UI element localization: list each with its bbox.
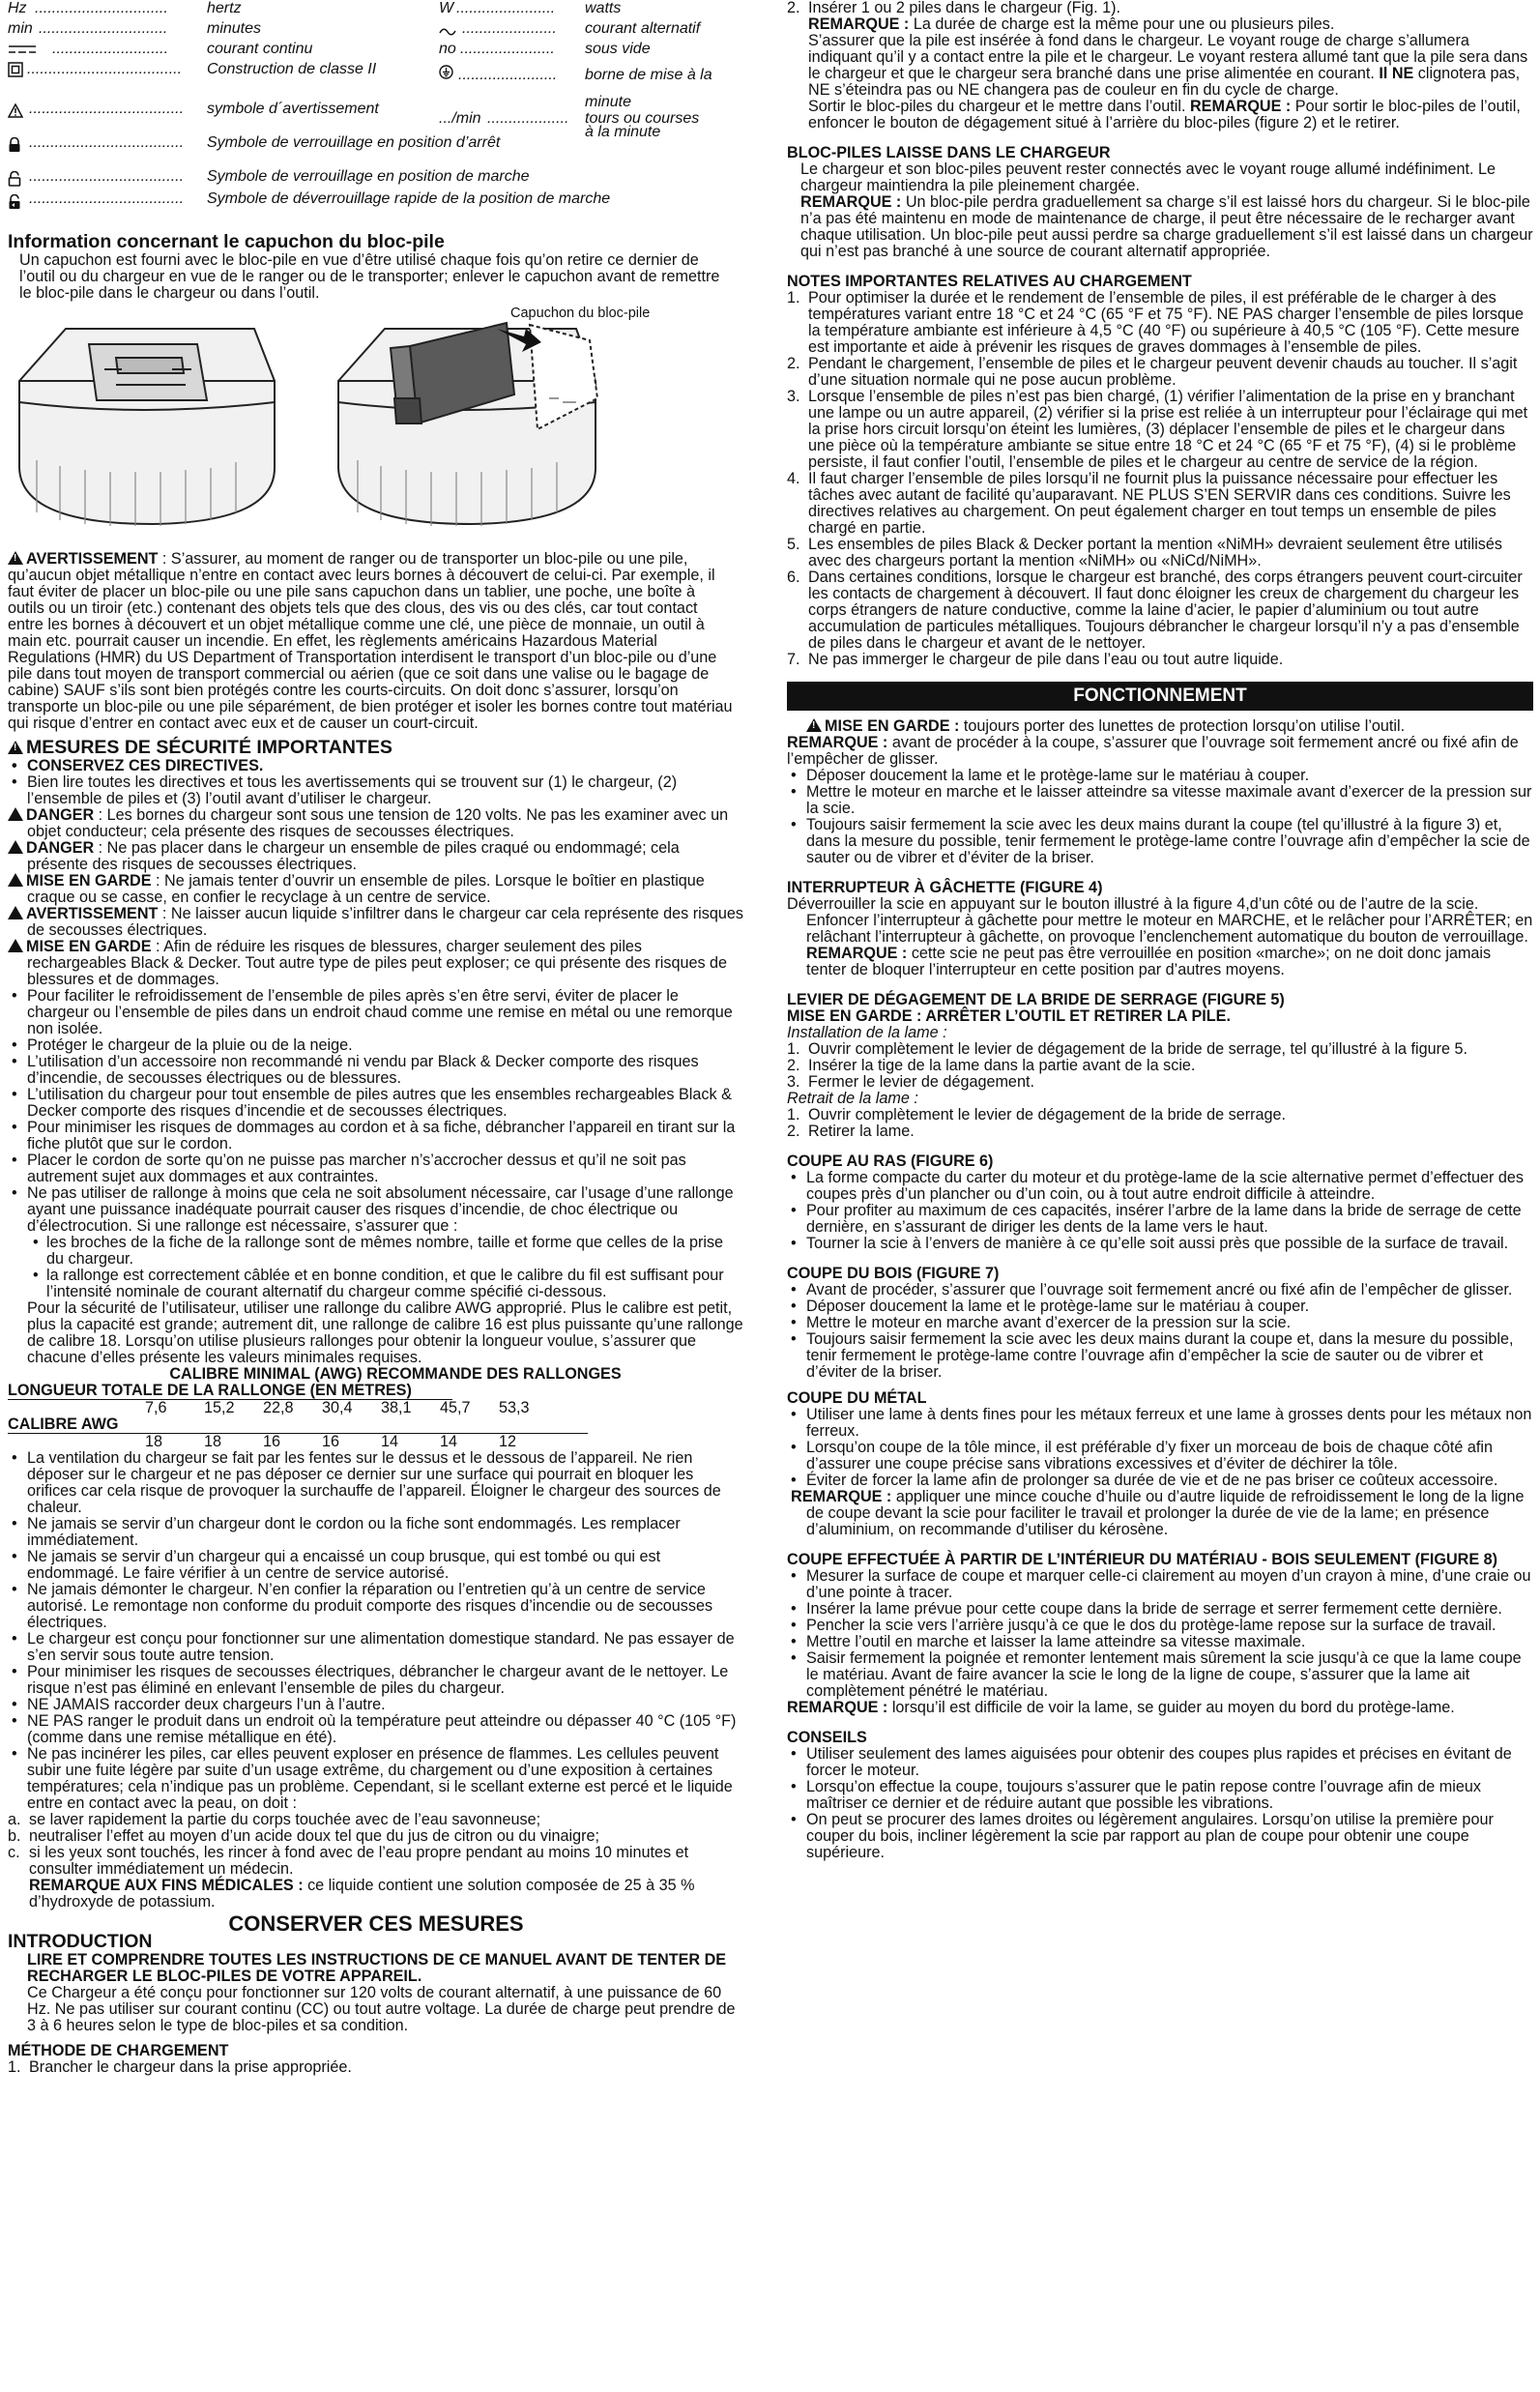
list-item xyxy=(8,1828,744,1845)
list-item-text: les broches de la fiche de la rallonge sont de mêmes nombre, taille et forme que celles de la prise du chargeur. xyxy=(46,1234,724,1268)
warning-text: : Ne laisser aucun liquide s’infiltrer dans le chargeur car cela représente des risques de secousses électriques. xyxy=(27,905,743,939)
cap-title: Information concernant le capuchon du bloc-pile xyxy=(8,231,445,252)
paragraph-text: Déverrouiller la scie en appuyant sur le bouton illustré à la figure 4,d’un côté ou de l’autre de la scie. Enfoncer l’interrupteur à gâchette pour mettre le moteur en MARCHE, et le relâcher pour l’ARRÊTER; en relâchant l’interrupteur à gâchette, on provoque l’enclenchement automatique du bouton de verrouillage. xyxy=(787,895,1533,946)
note-label: REMARQUE : xyxy=(787,734,888,751)
note-item: 1. Pour optimiser la durée et le rendement de l’ensemble de piles, il est préférable de le charger à des températures variant entre 18 °C et 24 °C (65 °F et 75 °F). NE PAS charger l’ensemble de piles lorsque la température ambiante est inférieure à 4,5 °C (40 °F) ou supérieure à 40,5 °C (105 °F). Cette mesure est importante et aide à prévenir les risques de graves dommages à l’ensemble de piles. xyxy=(787,289,1524,356)
table-title: CALIBRE MINIMAL (AWG) RECOMMANDE DES RALLONGES xyxy=(169,1365,622,1383)
list-item: • On peut se procurer des lames droites ou légèrement angulaires. Lorsqu’on utilise la première pour couper du bois, incliner légèrement la scie par rapport au plan de coupe pour obtenir une coupe supérieure. xyxy=(791,1811,1494,1861)
medical-text: ce liquide contient une solution composée de 25 à 35 % d’hydroxyde de potassium. xyxy=(29,1877,695,1911)
caution-label: MISE EN GARDE : xyxy=(825,717,960,735)
class2-icon xyxy=(8,62,23,81)
list-item: • Protéger le chargeur de la pluie ou de la neige. xyxy=(12,1036,353,1054)
list-item: • L’utilisation d’un accessoire non recommandé ni vendu par Black & Decker comporte des risques d’incendie, de secousses électriques ou de blessures. xyxy=(12,1053,699,1087)
list-item: • Utiliser seulement des lames aiguisées pour obtenir des coupes plus rapides et précises en évitant de forcer le moteur. xyxy=(791,1745,1512,1779)
table-cell: 30,4 xyxy=(322,1399,353,1416)
note-label: REMARQUE : xyxy=(808,15,910,33)
list-item: • Mettre l’outil en marche et laisser la lame atteindre sa vitesse maximale. xyxy=(791,1633,1306,1650)
metal-note xyxy=(787,1489,1533,1538)
legend-dots: .................................... xyxy=(29,168,185,185)
symbol-legend xyxy=(8,0,744,228)
list-item-text: L’utilisation du chargeur pour tout ensemble de piles autres que les ensembles rechargeables Black & Decker comporte des risques d’incendie et de secousses électriques. xyxy=(27,1086,732,1120)
list-item: • Déposer doucement la lame et le protège-lame sur le matériau à couper. xyxy=(791,1298,1310,1315)
list-item-text: Mettre le moteur en marche et le laisser atteindre sa vitesse maximale avant d’exercer de la pression sur la scie. xyxy=(806,783,1532,817)
warning-label: AVERTISSEMENT xyxy=(26,550,159,568)
wood-title: COUPE DU BOIS (FIGURE 7) xyxy=(787,1265,1000,1282)
legend-dots: .................................... xyxy=(27,61,183,77)
step-text: Insérer la tige de la lame dans la partie avant de la scie. xyxy=(808,1057,1196,1074)
note-item: 6. Dans certaines conditions, lorsque le chargeur est branché, des corps étrangers peuvent court-circuiter les contacts de chargement à découvert. Il faut donc éloigner les creux de chargement du chargeur les corps étrangers de nature conductive, comme la laine d’acier, le papier d’aluminium ou tout autre accumulation de particules métalliques. Toujours débrancher le chargeur lorsqu’il n’y a pas d’ensemble de piles dans le chargeur et avant de le nettoyer. xyxy=(787,569,1523,652)
danger-text: : Les bornes du chargeur sont sous une tension de 120 volts. Ne pas les examiner avec un objet conducteur; cela présente des risques de secousses électriques. xyxy=(27,806,729,840)
legend-dots: ............................... xyxy=(35,0,168,16)
note-text: Un bloc-pile perdra graduellement sa charge s’il est laissé hors du chargeur. Si le bloc-pile n’a pas été maintenu en mode de maintenance de charge, il peut être nécessaire de le recharger avant chaque utilisation. Un bloc-pile peut aussi perdre sa charge graduellement s’il est laissé dans un chargeur qui n’est pas branché à une source de courant alternatif appropriée. xyxy=(800,193,1533,260)
list-key: c. xyxy=(8,1844,20,1861)
table-cell: 15,2 xyxy=(204,1399,235,1416)
paragraph-text: Pour sortir le bloc-piles de l’outil, enfoncer le bouton de dégagement situé à l’arrière du bloc-piles (figure 2) et le retirer. xyxy=(808,98,1521,131)
note-text: La durée de charge est la même pour une ou plusieurs piles. xyxy=(909,15,1335,33)
list-item-text: Pour profiter au maximum de ces capacités, insérer l’arbre de la lame dans la bride de serrage de cette dernière, en s’assurant de diriger les dents de la lame vers le haut. xyxy=(806,1202,1522,1236)
list-item-text: Utiliser seulement des lames aiguisées pour obtenir des coupes plus rapides et précises en évitant de forcer le moteur. xyxy=(806,1745,1512,1779)
paragraph-text: Sortir le bloc-piles du chargeur et le mettre dans l’outil. xyxy=(808,98,1190,115)
safety-text: Bien lire toutes les directives et tous les avertissements qui se trouvent sur (1) le chargeur, (2) l’ensemble de piles et (3) l’outil avant d’utiliser le chargeur. xyxy=(27,773,678,807)
table-cell: 16 xyxy=(263,1433,281,1450)
caution-1 xyxy=(8,873,744,906)
metal-title: COUPE DU MÉTAL xyxy=(787,1389,927,1407)
paragraph-text: clignotera pas, NE s’éteindra pas ou NE changera pas de couleur en fin du cycle de charge. xyxy=(808,65,1521,99)
earth-terminal-icon xyxy=(439,65,453,83)
danger-1 xyxy=(8,807,744,840)
caution-text: : Ne jamais tenter d’ouvrir un ensemble de piles. Lorsque le boîtier en plastique craque ou se casse, en confier le recyclage à un centre de service. xyxy=(27,872,705,906)
table-row-lengths xyxy=(145,1400,744,1416)
ac-icon xyxy=(439,24,456,41)
operation-caution xyxy=(787,718,1533,735)
caution-label: MISE EN GARDE xyxy=(26,872,152,890)
step2-paragraph xyxy=(787,33,1533,99)
legend-label: courant alternatif xyxy=(585,20,701,37)
legend-dots: .................................... xyxy=(29,101,185,117)
list-item: • Pour minimiser les risques de secousses électriques, débrancher le chargeur avant de le nettoyer. Le risque n’est pas éliminé en enlevant l’ensemble de piles du chargeur. xyxy=(12,1663,729,1697)
note-item-text: Pour optimiser la durée et le rendement de l’ensemble de piles, il est préférable de le charger à des températures variant entre 18 °C et 24 °C (65 °F et 75 °F). NE PAS charger l’ensemble de piles lorsque la température ambiante est inférieure à 4,5 °C (40 °F) ou supérieure à 40,5 °C (105 °F). Cette mesure est importante et aide à prévenir les risques de graves dommages à l’ensemble de piles. xyxy=(808,289,1524,356)
list-item: • Utiliser une lame à dents fines pour les métaux ferreux et une lame à grosses dents pour les métaux non ferreux. xyxy=(791,1406,1532,1440)
list-item: • Ne pas incinérer les piles, car elles peuvent exploser en présence de flammes. Les cellules peuvent subir une fuite légère par suite d’un usage extrême, du chargement ou d’une exposition à certaines températures; cela n’indique pas un problème. Cependant, si le scellant externe est percé et le liquide entre en contact avec la peau, on doit : xyxy=(12,1745,733,1812)
list-item: • Saisir fermement la poignée et remonter lentement mais sûrement la scie jusqu’à ce que la lame coupe le matériau. Avant de faire avancer la scie le long de la ligne de coupe, s’assurer que la lame ait complètement pénétré le matériau. xyxy=(791,1649,1522,1700)
legend-dots: ....................... xyxy=(458,67,558,83)
battery-illustration xyxy=(8,306,744,534)
list-item xyxy=(8,1845,744,1878)
legend-dots: ........................... xyxy=(52,41,169,57)
legend-label: Construction de classe II xyxy=(207,61,377,77)
install-step: 3. Fermer le levier de dégagement. xyxy=(787,1073,1034,1091)
legend-prefix: Hz xyxy=(8,0,27,16)
list-item-text: Mettre l’outil en marche et laisser la lame atteindre sa vitesse maximale. xyxy=(806,1633,1306,1650)
list-item-text: Mettre le moteur en marche avant d’exercer de la pression sur la scie. xyxy=(806,1314,1292,1331)
step-text: Fermer le levier de dégagement. xyxy=(808,1073,1034,1091)
legend-label: à la minute xyxy=(585,124,661,140)
list-item: • Ne pas utiliser de rallonge à moins que cela ne soit absolument nécessaire, car l’usage d’une rallonge ayant une puissance inadéquate pourrait causer des risques d’incendie, de choc électrique ou d’électrocution. Si une rallonge est nécessaire, s’assurer que : xyxy=(12,1184,734,1235)
list-item: • Mesurer la surface de coupe et marquer celle-ci clairement au moyen d’un crayon à mine, d’une craie ou d’une pointe à tracer. xyxy=(791,1567,1531,1601)
warning-icon xyxy=(8,873,23,887)
awg-table xyxy=(8,1366,744,1450)
operation-note xyxy=(787,735,1533,768)
install-step: 2. Insérer la tige de la lame dans la partie avant de la scie. xyxy=(787,1057,1196,1074)
list-item-text: Placer le cordon de sorte qu’on ne puisse pas marcher n’s’accrocher dessus et qu’il ne soit pas autrement sujet aux dommages et aux contraintes. xyxy=(27,1152,686,1185)
list-item-text: Le chargeur est conçu pour fonctionner sur une alimentation domestique standard. Ne pas essayer de s’en servir sous toute autre tension. xyxy=(27,1630,735,1664)
legend-label: hertz xyxy=(207,0,242,16)
danger-2 xyxy=(8,840,744,873)
legend-prefix: min xyxy=(8,20,33,37)
legend-label: courant continu xyxy=(207,41,313,57)
medical-note xyxy=(8,1878,744,1911)
list-item: • Pencher la scie vers l’arrière jusqu’à ce que le dos du protège-lame repose sur la surface de travail. xyxy=(791,1617,1496,1634)
list-item-text: L’utilisation d’un accessoire non recommandé ni vendu par Black & Decker comporte des risques d’incendie, de secousses électriques ou de blessures. xyxy=(27,1053,699,1087)
list-item-text: Ne jamais se servir d’un chargeur qui a encaissé un coup brusque, qui est tombé ou qui est endommagé. Le faire vérifier à un centre de service autorisé. xyxy=(27,1548,661,1582)
sub-list-item: • la rallonge est correctement câblée et en bonne condition, et que le calibre du fil est suffisant pour l’intensité nominale de courant alternatif du chargeur comme spécifié ci-dessous. xyxy=(33,1267,724,1300)
medical-label: REMARQUE AUX FINS MÉDICALES : xyxy=(29,1877,304,1894)
warning-2 xyxy=(8,906,744,939)
safety-title-text: MESURES DE SÉCURITÉ IMPORTANTES xyxy=(26,737,392,758)
legend-label: Symbole de verrouillage en position de marche xyxy=(207,168,530,185)
inside-note xyxy=(787,1700,1533,1716)
step-text: Retirer la lame. xyxy=(808,1123,915,1140)
list-item-text: Tourner la scie à l’envers de manière à ce qu’elle soit aussi près que possible de la surface de travail. xyxy=(806,1235,1509,1252)
note-item: 7. Ne pas immerger le chargeur de pile dans l’eau ou tout autre liquide. xyxy=(787,651,1284,668)
step-number: 2. xyxy=(787,0,800,16)
list-item-text: Protéger le chargeur de la pluie ou de la neige. xyxy=(27,1036,353,1054)
left-in-charger-title: BLOC-PILES LAISSE DANS LE CHARGEUR xyxy=(787,144,1111,161)
list-item-text: Pour minimiser les risques de dommages au cordon et à sa fiche, débrancher l’appareil en tirant sur la fiche plutôt que sur le cordon. xyxy=(27,1119,736,1152)
operation-banner: FONCTIONNEMENT xyxy=(787,682,1533,711)
warning-icon xyxy=(8,840,23,854)
note-text: cette scie ne peut pas être verrouillée en position «marche»; on ne doit donc jamais tenter de bloquer l’interrupteur en cette position par d’autres moyens. xyxy=(806,945,1492,978)
method-step xyxy=(787,0,1533,16)
left-in-charger-note xyxy=(787,194,1533,260)
step-text: Ouvrir complètement le levier de dégagement de la bride de serrage, tel qu’illustré à la figure 5. xyxy=(808,1040,1468,1058)
list-item-text: Avant de procéder, s’assurer que l’ouvrage soit fermement ancré ou fixé afin de l’empêcher de glisser. xyxy=(806,1281,1513,1298)
note-item-text: Dans certaines conditions, lorsque le chargeur est branché, des corps étrangers peuvent court-circuiter les contacts de chargement à découvert. Il faut donc éloigner les creux de chargement du chargeur les corps étrangers de nature conductive, comme la laine d’acier, le papier d’aluminium ou tout autre accumulation de particules métalliques. Toujours débrancher le chargeur lorsqu’il n’y a pas d’ensemble de piles dans le chargeur et avant de le nettoyer. xyxy=(808,569,1523,652)
legend-prefix: .../min xyxy=(439,110,481,127)
note-label: REMARQUE : xyxy=(791,1488,892,1505)
dc-icon xyxy=(8,43,37,59)
list-item-text: la rallonge est correctement câblée et en bonne condition, et que le calibre du fil est suffisant pour l’intensité nominale de courant alternatif du chargeur comme spécifié ci-dessous. xyxy=(46,1267,724,1300)
list-item-text: La ventilation du chargeur se fait par les fentes sur le dessus et le dessous de l’appareil. Ne rien déposer sur le chargeur et ne pas déposer ce dernier sur une surface qui pourrait en bloquer les orifices car cela risque de provoquer la surchauffe de l’appareil. Éloigner le chargeur des sources de chaleur. xyxy=(27,1449,721,1516)
list-key: b. xyxy=(8,1827,21,1845)
list-item-text: Lorsqu’on coupe de la tôle mince, il est préférable d’y fixer un morceau de bois de chaque côté afin d’assurer une coupe précise sans vibrations excessives et d’éviter de déchirer la tôle. xyxy=(806,1439,1493,1473)
list-key: a. xyxy=(8,1811,21,1828)
warning-icon xyxy=(8,906,23,919)
list-item-text: Pencher la scie vers l’arrière jusqu’à ce que le dos du protège-lame repose sur la surface de travail. xyxy=(806,1617,1496,1634)
legend-dots: .............................. xyxy=(39,20,168,37)
step-text: Ouvrir complètement le levier de dégagement de la bride de serrage. xyxy=(808,1106,1286,1123)
list-item-text: Ne jamais se servir d’un chargeur dont le cordon ou la fiche sont endommagés. Les remplacer immédiatement. xyxy=(27,1515,681,1549)
warning-paragraph xyxy=(8,551,744,732)
table-row-awg xyxy=(145,1434,744,1450)
list-item: • Toujours saisir fermement la scie avec les deux mains durant la coupe et, dans la mesure du possible, tenir fermement le protège-lame contre l’ouvrage afin d’empêcher la scie de sauter ou de vibrer et d’éviter de la briser. xyxy=(791,1330,1514,1381)
list-item-text: Déposer doucement la lame et le protège-lame sur le matériau à couper. xyxy=(806,1298,1310,1315)
table-cell: 38,1 xyxy=(381,1399,412,1416)
list-item: • NE JAMAIS raccorder deux chargeurs l’un à l’autre. xyxy=(12,1696,386,1713)
list-item xyxy=(8,1812,744,1828)
quick-unlock-icon xyxy=(8,194,21,214)
remove-label: Retrait de la lame : xyxy=(787,1090,918,1107)
list-item: • Toujours saisir fermement la scie avec les deux mains durant la coupe (tel qu’illustré à la figure 3) et, dans la mesure du possible, tenir fermement le protège-lame contre l’ouvrage afin d’empêcher la scie de sauter ou de vibrer et d’éviter de la briser. xyxy=(791,816,1530,866)
list-item-text: Utiliser une lame à dents fines pour les métaux ferreux et une lame à grosses dents pour les métaux non ferreux. xyxy=(806,1406,1532,1440)
install-step: 1. Ouvrir complètement le levier de dégagement de la bride de serrage, tel qu’illustré à la figure 5. xyxy=(787,1040,1468,1058)
figure-label: Capuchon du bloc-pile xyxy=(510,306,651,321)
list-item-text: Ne pas utiliser de rallonge à moins que cela ne soit absolument nécessaire, car l’usage d’une rallonge ayant une puissance inadéquate pourrait causer des risques d’incendie, de choc électrique ou d’électrocution. Si une rallonge est nécessaire, s’assurer que : xyxy=(27,1184,734,1235)
list-item: • Avant de procéder, s’assurer que l’ouvrage soit fermement ancré ou fixé afin de l’empêcher de glisser. xyxy=(791,1281,1513,1298)
list-item-text: NE JAMAIS raccorder deux chargeurs l’un à l’autre. xyxy=(27,1696,386,1713)
list-item-text: On peut se procurer des lames droites ou légèrement angulaires. Lorsqu’on utilise la première pour couper du bois, incliner légèrement la scie par rapport au plan de coupe pour obtenir une coupe supérieure. xyxy=(806,1811,1494,1861)
note-item: 3. Lorsque l’ensemble de piles n’est pas bien chargé, (1) vérifier l’alimentation de la prise en y branchant une lampe ou un autre appareil, (2) vérifier si la prise est reliée à un interrupteur pour l’éclairage qui met la prise hors circuit lorsqu’on éteint les lumières, (3) déplacer l’ensemble de piles et le chargeur dans une pièce où la température ambiante se situe entre 18 °C et 24 °C (65 °F et 75 °F), (4) si le problème persiste, il faut confier l’outil, l’ensemble de piles et le chargeur au centre de service de la région. xyxy=(787,388,1528,471)
list-item-text: Toujours saisir fermement la scie avec les deux mains durant la coupe (tel qu’illustré à la figure 3) et, dans la mesure du possible, tenir fermement le protège-lame contre l’ouvrage afin d’empêcher la scie de sauter ou de vibrer et d’éviter de la briser. xyxy=(806,816,1530,866)
paragraph-text: S’assurer que la pile est insérée à fond dans le chargeur. Le voyant rouge de charge s’allumera indiquant qu’il y a contact entre la pile et le chargeur. Le voyant restera allumé tant que la pile sera dans le chargeur et que le chargeur sera branché dans une prise alimentée en courant. xyxy=(808,32,1528,82)
lever-warning: MISE EN GARDE : ARRÊTER L’OUTIL ET RETIRER LA PILE. xyxy=(787,1007,1231,1025)
list-item: • Pour profiter au maximum de ces capacités, insérer l’arbre de la lame dans la bride de serrage de cette dernière, en s’assurant de diriger les dents de la lame vers le haut. xyxy=(791,1202,1522,1236)
legend-dots: ....................... xyxy=(456,0,556,16)
bullets-2 xyxy=(8,1450,744,1911)
danger-label: DANGER xyxy=(26,839,95,857)
list-item: • Éviter de forcer la lame afin de prolonger sa durée de vie et de ne pas briser ce coûteux accessoire. xyxy=(791,1472,1498,1489)
lock-closed-icon xyxy=(8,137,21,157)
paragraph-bold: Il NE xyxy=(1379,65,1414,82)
list-item: • La ventilation du chargeur se fait par les fentes sur le dessus et le dessous de l’appareil. Ne rien déposer sur le chargeur et ne pas déposer ce dernier sur une surface qui pourrait en bloquer les orifices car cela risque de provoquer la surchauffe de l’appareil. Éloigner le chargeur des sources de chaleur. xyxy=(12,1449,721,1516)
note-text: lorsqu’il est difficile de voir la lame, se guider au moyen du bord du protège-lame. xyxy=(887,1699,1455,1716)
list-item-text: neutraliser l’effet au moyen d’un acide doux tel que du jus de citron ou du vinaigre; xyxy=(29,1827,600,1845)
legend-label: borne de mise à la xyxy=(585,67,712,83)
note-item-text: Lorsque l’ensemble de piles n’est pas bien chargé, (1) vérifier l’alimentation de la prise en y branchant une lampe ou un autre appareil, (2) vérifier si la prise est reliée à un interrupteur pour l’éclairage qui met la prise hors circuit lorsqu’on éteint les lumières, (3) déplacer l’ensemble de piles et le chargeur dans une pièce où la température ambiante se situe entre 18 °C et 24 °C (65 °F et 75 °F), (4) si le problème persiste, il faut confier l’outil, l’ensemble de piles et le chargeur au centre de service de la région. xyxy=(808,388,1528,471)
list-item-text: Ne pas incinérer les piles, car elles peuvent exploser en présence de flammes. Les cellules peuvent subir une fuite légère par suite d’un usage extrême, du chargement ou d’une exposition à certaines températures; cela n’indique pas un problème. Cependant, si le scellant externe est percé et le liquide entre en contact avec la peau, on doit : xyxy=(27,1745,733,1812)
warning-label: AVERTISSEMENT xyxy=(26,905,159,922)
step2-note xyxy=(787,16,1533,33)
list-item: • Pour faciliter le refroidissement de l’ensemble de piles après s’en être servi, éviter de placer le chargeur ou l’ensemble de piles dans un endroit chaud comme une remise en métal ou une remorque non isolée. xyxy=(12,987,733,1037)
step-text: Insérer 1 ou 2 piles dans le chargeur (Fig. 1). xyxy=(808,0,1121,16)
legend-prefix: W xyxy=(439,0,454,16)
list-item-text: NE PAS ranger le produit dans un endroit où la température peut atteindre ou dépasser 40 °C (105 °F) (comme dans une remise métallique en été). xyxy=(27,1712,737,1746)
list-item: • Pour minimiser les risques de dommages au cordon et à sa fiche, débrancher l’appareil en tirant sur la fiche plutôt que sur le cordon. xyxy=(12,1119,736,1152)
warning-icon xyxy=(8,551,23,565)
legend-label: sous vide xyxy=(585,41,651,57)
warning-icon xyxy=(8,807,23,821)
note-item: 5. Les ensembles de piles Black & Decker portant la mention «NiMH» devraient seulement être utilisés avec des chargeurs portant la mention «NiMH» ou «NiCd/NiMH». xyxy=(787,536,1502,569)
list-item: • Ne jamais démonter le chargeur. N’en confier la réparation ou l’entretien qu’à un centre de service autorisé. Le remontage non conforme du produit comporte des risques d’incendie ou de secousses électriques. xyxy=(12,1581,713,1631)
legend-dots: ...................... xyxy=(462,20,557,37)
legend-label: symbole d´avertissement xyxy=(207,101,379,117)
list-item-text: Pour faciliter le refroidissement de l’ensemble de piles après s’en être servi, éviter de placer le chargeur ou l’ensemble de piles dans un endroit chaud comme une remise en métal ou une remorque non isolée. xyxy=(27,987,733,1037)
list-item-text: Pour minimiser les risques de secousses électriques, débrancher le chargeur avant de le nettoyer. Le risque n’est pas éliminé en enlevant l’ensemble de piles du chargeur. xyxy=(27,1663,729,1697)
legend-dots: .................................... xyxy=(29,190,185,207)
warning-text: : S’assurer, au moment de ranger ou de transporter un bloc-pile ou une pile, qu’aucun objet métallique n’entre en contact avec leurs bornes à découvert de celui-ci. Par exemple, il faut éviter de placer un bloc-pile ou une pile sans capuchon dans un tablier, une poche, une boîte à outils ou un tiroir (etc.) contenant des objets tels que des clous, des vis ou des clés, car tout contact entre les bornes à découvert et un objet métallique comme une clé, une pièce de monnaie, un outil à main etc. pourrait causer un incendie. En effet, les règlements américains Hazardous Material Regulations (HMR) du US Department of Transportation interdisent le transport d’un bloc-pile ou d’une pile dans tout moyen de transport commercial ou aérien (que ce soit dans une valise ou le bagage de cabine) SAUF s’ils sont bien protégés contre les courts-circuits. On doit donc s’assurer, lorsqu’on transporte un bloc-pile ou une pile séparément, de bien protéger et isoler les bornes contre tout matériau qui risque d’entrer en contact avec eux et de causer un court-circuit. xyxy=(8,550,733,732)
note-item: 4. Il faut charger l’ensemble de piles lorsqu’il ne fournit plus la puissance nécessaire pour effectuer les tâches avec autant de facilité qu’auparavant. NE PLUS S’EN SERVIR dans ces conditions. Suivre les directives relatives au chargement. On peut également charger en tout temps un ensemble de piles chargé en partie. xyxy=(787,470,1511,537)
table-cell: 14 xyxy=(440,1433,458,1450)
note-item: 2. Pendant le chargement, l’ensemble de piles et le chargeur peuvent devenir chauds au toucher. Il s’agit d’une situation normale qui ne pose aucun problème. xyxy=(787,355,1518,389)
note-item-text: Il faut charger l’ensemble de piles lorsqu’il ne fournit plus la puissance nécessaire pour effectuer les tâches avec autant de facilité qu’auparavant. NE PLUS S’EN SERVIR dans ces conditions. Suivre les directives relatives au chargement. On peut également charger en tout temps un ensemble de piles chargé en partie. xyxy=(808,470,1511,537)
legend-dots: .................................... xyxy=(29,134,185,151)
note-label: REMARQUE : xyxy=(800,193,902,211)
list-item: • NE PAS ranger le produit dans un endroit où la température peut atteindre ou dépasser 40 °C (105 °F) (comme dans une remise métallique en été). xyxy=(12,1712,737,1746)
table-cell: 12 xyxy=(499,1433,517,1450)
list-item: • Mettre le moteur en marche avant d’exercer de la pression sur la scie. xyxy=(791,1314,1292,1331)
warning-icon xyxy=(806,718,822,732)
table-cell: 16 xyxy=(322,1433,340,1450)
install-label: Installation de la lame : xyxy=(787,1024,947,1041)
list-item-text: La forme compacte du carter du moteur et du protège-lame de la scie alternative permet d’effectuer des coupes près d’un plancher ou d’un coin, ou à tout autre endroit difficile à atteindre. xyxy=(806,1169,1525,1203)
warning-icon xyxy=(8,103,23,122)
list-item: • L’utilisation du chargeur pour tout ensemble de piles autres que les ensembles rechargeables Black & Decker comporte des risques d’incendie et de secousses électriques. xyxy=(12,1086,732,1120)
step-number: 1. xyxy=(8,2058,21,2076)
inside-title: COUPE EFFECTUÉE À PARTIR DE L’INTÉRIEUR DU MATÉRIAU - BOIS SEULEMENT (FIGURE 8) xyxy=(787,1551,1498,1568)
note-label: REMARQUE : xyxy=(806,945,908,962)
trigger-title: INTERRUPTEUR À GÂCHETTE (FIGURE 4) xyxy=(787,879,1103,896)
safety-item: • Bien lire toutes les directives et tous les avertissements qui se trouvent sur (1) le chargeur, (2) l’ensemble de piles et (3) l’outil avant d’utiliser le chargeur. xyxy=(12,773,678,807)
list-item-text: Insérer la lame prévue pour cette coupe dans la bride de serrage et serrer fermement cette dernière. xyxy=(806,1600,1502,1618)
step-text: Brancher le chargeur dans la prise appropriée. xyxy=(29,2058,352,2076)
list-item: • Mettre le moteur en marche et le laisser atteindre sa vitesse maximale avant d’exercer de la pression sur la scie. xyxy=(791,783,1532,817)
table-cell: 45,7 xyxy=(440,1399,471,1416)
note-item-text: Ne pas immerger le chargeur de pile dans l’eau ou tout autre liquide. xyxy=(808,651,1284,668)
table-cell: 53,3 xyxy=(499,1399,530,1416)
legend-label: minute xyxy=(585,94,632,110)
method-title: MÉTHODE DE CHARGEMENT xyxy=(8,2042,229,2059)
list-item: • Ne jamais se servir d’un chargeur qui a encaissé un coup brusque, qui est tombé ou qui est endommagé. Le faire vérifier à un centre de service autorisé. xyxy=(12,1548,661,1582)
note-item-text: Les ensembles de piles Black & Decker portant la mention «NiMH» devraient seulement être utilisés avec des chargeurs portant la mention «NiMH» ou «NiCd/NiMH». xyxy=(808,536,1502,569)
list-item: • La forme compacte du carter du moteur et du protège-lame de la scie alternative permet d’effectuer des coupes près d’un plancher ou d’un coin, ou à tout autre endroit difficile à atteindre. xyxy=(791,1169,1525,1203)
legend-dots: ................... xyxy=(487,110,569,127)
lock-open-icon xyxy=(8,171,21,190)
caution-text: toujours porter des lunettes de protection lorsqu’on utilise l’outil. xyxy=(959,717,1406,735)
legend-label: Symbole de déverrouillage rapide de la position de marche xyxy=(207,190,611,207)
list-item: • Lorsqu’on coupe de la tôle mince, il est préférable d’y fixer un morceau de bois de chaque côté afin d’assurer une coupe précise sans vibrations excessives et d’éviter de déchirer la tôle. xyxy=(791,1439,1493,1473)
flush-title: COUPE AU RAS (FIGURE 6) xyxy=(787,1152,994,1170)
list-item-text: si les yeux sont touchés, les rincer à fond avec de l’eau propre pendant au moins 10 minutes et consulter immédiatement un médecin. xyxy=(29,1844,689,1878)
lever-title: LEVIER DE DÉGAGEMENT DE LA BRIDE DE SERRAGE (FIGURE 5) xyxy=(787,991,1285,1008)
table-cell: 18 xyxy=(145,1433,163,1450)
tips-title: CONSEILS xyxy=(787,1729,867,1746)
remove-step: 2. Retirer la lame. xyxy=(787,1123,915,1140)
bullets-1 xyxy=(8,988,744,1366)
warning-icon xyxy=(8,939,23,952)
table-cell: 14 xyxy=(381,1433,399,1450)
legend-label: tours ou courses xyxy=(585,110,700,127)
table-cell: 7,6 xyxy=(145,1399,167,1416)
caution-2 xyxy=(8,939,744,988)
safety-title xyxy=(8,738,744,758)
warning-icon xyxy=(8,741,23,754)
sub-list-item: • les broches de la fiche de la rallonge sont de mêmes nombre, taille et forme que celles de la prise du chargeur. xyxy=(33,1234,724,1268)
danger-text: : Ne pas placer dans le chargeur un ensemble de piles craqué ou endommagé; cela présente des risques de secousses électriques. xyxy=(27,839,680,873)
list-item-text: Déposer doucement la lame et le protège-lame sur le matériau à couper. xyxy=(806,767,1310,784)
list-item-text: Éviter de forcer la lame afin de prolonger sa durée de vie et de ne pas briser ce coûteux accessoire. xyxy=(806,1472,1498,1489)
intro-text: Ce Chargeur a été conçu pour fonctionner sur 120 volts de courant alternatif, à une puissance de 60 Hz. Ne pas utiliser sur courant continu (CC) ou tout autre voltage. La durée de charge peut prendre de 3 à 6 heures selon le type de bloc-piles et sa condition. xyxy=(27,1984,736,2034)
safety-lead: CONSERVEZ CES DIRECTIVES. xyxy=(27,757,264,774)
table-cell: 18 xyxy=(204,1433,222,1450)
legend-prefix: no xyxy=(439,41,456,57)
legend-right xyxy=(439,0,744,144)
note-item-text: Pendant le chargement, l’ensemble de piles et le chargeur peuvent devenir chauds au toucher. Il s’agit d’une situation normale qui ne pose aucun problème. xyxy=(808,355,1518,389)
table-length-label: LONGUEUR TOTALE DE LA RALLONGE (EN METRES) xyxy=(8,1383,452,1400)
safety-item: • CONSERVEZ CES DIRECTIVES. xyxy=(12,757,264,774)
legend-label: watts xyxy=(585,0,622,16)
awg-text: Pour la sécurité de l’utilisateur, utiliser une rallonge du calibre AWG approprié. Plus le calibre est petit, plus la capacité est grande; autrement dit, une rallonge de calibre 16 est plus puissante qu’une rallonge de calibre 18. Lorsqu’on utilise plusieurs rallonges pour obtenir la longueur voulue, s’assurer que chacune d’elles présente les valeurs minimales requises. xyxy=(27,1299,743,1366)
list-item-text: Ne jamais démonter le chargeur. N’en confier la réparation ou l’entretien qu’à un centre de service autorisé. Le remontage non conforme du produit comporte des risques d’incendie ou de secousses électriques. xyxy=(27,1581,713,1631)
list-item: • Le chargeur est conçu pour fonctionner sur une alimentation domestique standard. Ne pas essayer de s’en servir sous toute autre tension. xyxy=(12,1630,735,1664)
note-text: avant de procéder à la coupe, s’assurer que l’ouvrage soit fermement ancré ou fixé afin de l’empêcher de glisser. xyxy=(787,734,1519,768)
save-title: CONSERVER CES MESURES xyxy=(228,1911,524,1936)
trigger-text xyxy=(787,896,1533,978)
list-item-text: Toujours saisir fermement la scie avec les deux mains durant la coupe et, dans la mesure du possible, tenir fermement le protège-lame contre l’ouvrage afin d’empêcher la scie de sauter ou de vibrer et d’éviter de la briser. xyxy=(806,1330,1514,1381)
note-label: REMARQUE : xyxy=(787,1699,888,1716)
list-item: • Déposer doucement la lame et le protège-lame sur le matériau à couper. xyxy=(791,767,1310,784)
list-item-text: se laver rapidement la partie du corps touchée avec de l’eau savonneuse; xyxy=(29,1811,541,1828)
intro-bold: LIRE ET COMPRENDRE TOUTES LES INSTRUCTIONS DE CE MANUEL AVANT DE TENTER DE RECHARGER LE BLOC-PILES DE VOTRE APPAREIL. xyxy=(27,1951,727,1985)
legend-label: minutes xyxy=(207,20,262,37)
legend-label: Symbole de verrouillage en position d’arrêt xyxy=(207,134,501,151)
caution-label: MISE EN GARDE xyxy=(26,938,152,955)
table-awg-label: CALIBRE AWG xyxy=(8,1416,588,1434)
paragraph-bold: REMARQUE : xyxy=(1189,98,1292,115)
notes-title: NOTES IMPORTANTES RELATIVES AU CHARGEMENT xyxy=(787,273,1192,290)
danger-label: DANGER xyxy=(26,806,95,824)
note-text: appliquer une mince couche d’huile ou d’autre liquide de refroidissement le long de la ligne de coupe devant la scie pour faciliter le travail et prolonger la durée de vie de la lame; en présence d’aluminium, on recommande d’utiliser du kérosène. xyxy=(806,1488,1525,1538)
method-step xyxy=(8,2059,744,2076)
cap-text: Un capuchon est fourni avec le bloc-pile en vue d’être utilisé chaque fois qu’on retire ce dernier de l’outil ou du chargeur en vue de le ranger ou de le transporter; enlever le capuchon avant de remettre le bloc-pile dans le chargeur ou dans l’outil. xyxy=(19,251,720,302)
left-column xyxy=(8,0,744,2392)
list-item: • Insérer la lame prévue pour cette coupe dans la bride de serrage et serrer fermement cette dernière. xyxy=(791,1600,1502,1618)
right-column xyxy=(787,0,1533,2392)
caution-text: : Afin de réduire les risques de blessures, charger seulement des piles rechargeables Black & Decker. Tout autre type de piles peut exploser; ce qui présente des risques de blessures et de dommages. xyxy=(27,938,728,988)
intro-title: INTRODUCTION xyxy=(8,1931,153,1952)
left-in-charger-text: Le chargeur et son bloc-piles peuvent rester connectés avec le voyant rouge allumé indéfiniment. Le chargeur maintiendra la pile pleinement chargée. xyxy=(800,160,1496,194)
legend-dots: ...................... xyxy=(460,41,555,57)
list-item: • Lorsqu’on effectue la coupe, toujours s’assurer que le patin repose contre l’ouvrage afin de mieux maîtriser ce dernier et de réduire autant que possible les vibrations. xyxy=(791,1778,1481,1812)
step2-paragraph xyxy=(787,99,1533,131)
list-item-text: Mesurer la surface de coupe et marquer celle-ci clairement au moyen d’un crayon à mine, d’une craie ou d’une pointe à tracer. xyxy=(806,1567,1531,1601)
remove-step: 1. Ouvrir complètement le levier de dégagement de la bride de serrage. xyxy=(787,1106,1286,1123)
table-cell: 22,8 xyxy=(263,1399,294,1416)
list-item: • Placer le cordon de sorte qu’on ne puisse pas marcher n’s’accrocher dessus et qu’il ne soit pas autrement sujet aux dommages et aux contraintes. xyxy=(12,1152,686,1185)
battery-cap-figure xyxy=(8,306,744,534)
list-item-text: Saisir fermement la poignée et remonter lentement mais sûrement la scie jusqu’à ce que la lame coupe le matériau. Avant de faire avancer la scie le long de la ligne de coupe, s’assurer que la lame ait complètement pénétré le matériau. xyxy=(806,1649,1522,1700)
list-item: • Tourner la scie à l’envers de manière à ce qu’elle soit aussi près que possible de la surface de travail. xyxy=(791,1235,1509,1252)
list-item: • Ne jamais se servir d’un chargeur dont le cordon ou la fiche sont endommagés. Les remplacer immédiatement. xyxy=(12,1515,681,1549)
list-item-text: Lorsqu’on effectue la coupe, toujours s’assurer que le patin repose contre l’ouvrage afin de mieux maîtriser ce dernier et de réduire autant que possible les vibrations. xyxy=(806,1778,1481,1812)
